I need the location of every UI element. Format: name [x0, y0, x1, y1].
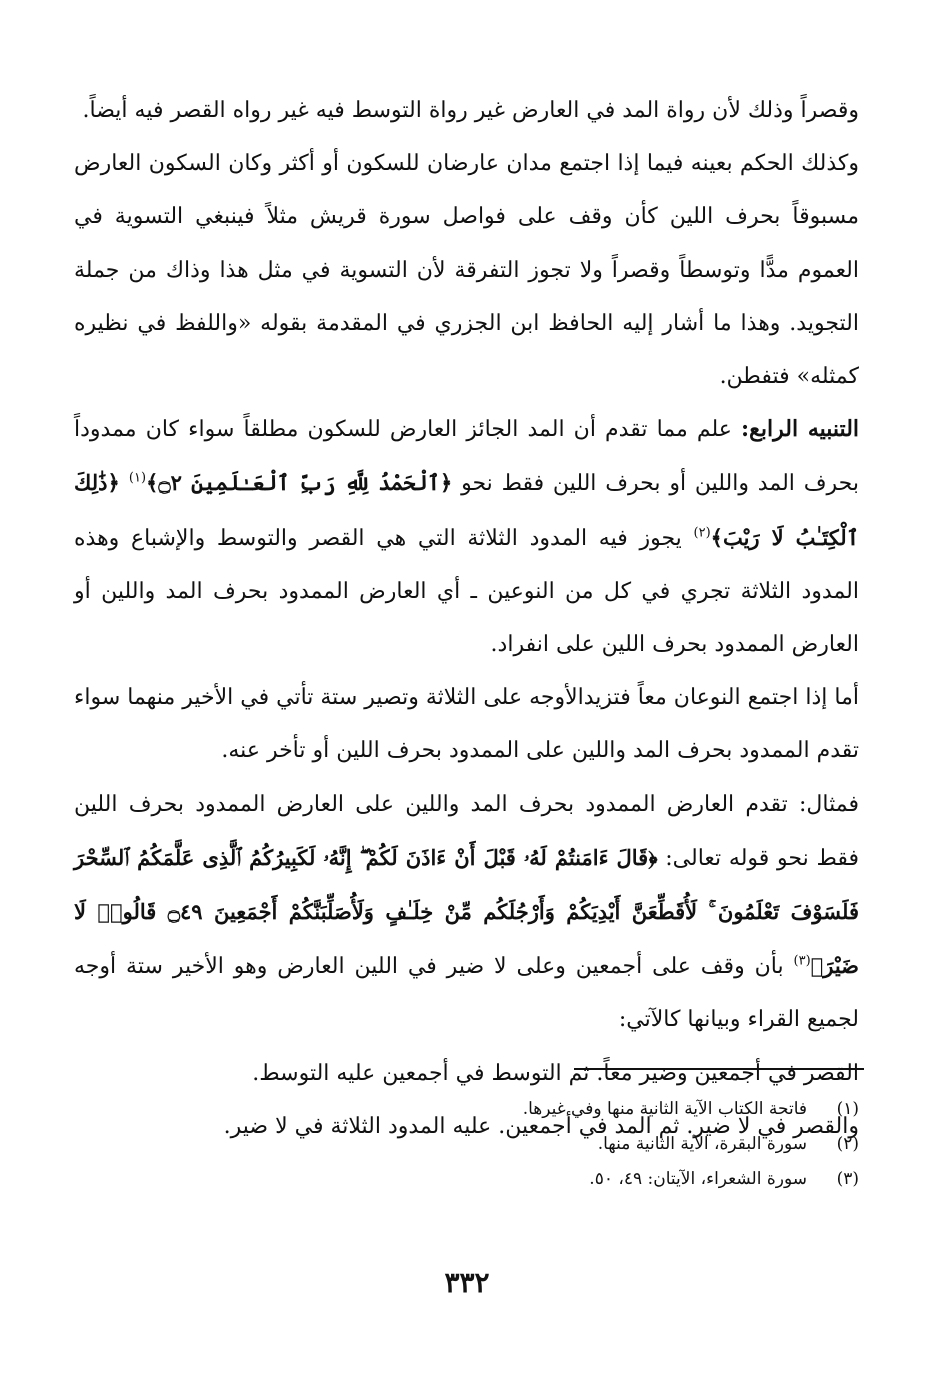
footnote-ref-3: (٣)	[793, 953, 811, 969]
paragraph-1: وقصراً وذلك لأن رواة المد في العارض غير رواة التوسط فيه غير رواه القصر فيه أيضاً.	[82, 98, 859, 123]
paragraph-2: وكذلك الحكم بعينه فيما إذا اجتمع مدان عارضان للسكون أو أكثر وكان السكون العارض مسبوقاً بحرف اللين كأن وقف على فواصل سورة قريش مثلاً فينبغي التسوية في العموم مدًّا وتوسطاً وقصراً ولا تجوز التفرقة لأن التسوية في مثل هذا وذاك من جملة التجويد. وهذا ما أشار إليه الحافظ ابن الجزري في المقدمة بقوله «واللفظ في نظيره كمثله» فتفطن.	[74, 151, 859, 390]
footnote-text: سورة الشعراء، الآيتان: ٤٩، ٥٠.	[589, 1169, 807, 1189]
paragraph-4: أما إذا اجتمع النوعان معاً فتزيدالأوجه على الثلاثة وتصير ستة تأتي في الأخير منهما سواء تقدم الممدود بحرف المد واللين على الممدود بحرف اللين أو تأخر عنه.	[74, 685, 859, 764]
paragraph-5-text-a: فمثال: تقدم العارض الممدود بحرف المد واللين على العارض الممدود بحرف اللين فقط نحو قوله تعالى:	[74, 791, 859, 871]
paragraph-6: القصر في أجمعين وضير معاً. ثم التوسط في أجمعين عليه التوسط.	[252, 1060, 859, 1086]
quran-verse-1: ﴿ٱلْحَمْدُ لِلَّهِ رَبِّ ٱلْعَـٰلَمِينَ ۝٢﴾	[146, 470, 453, 496]
footnote-1	[74, 1092, 859, 1127]
footnotes	[74, 1092, 859, 1197]
footnote-text: سورة البقرة، الآية الثانية منها.	[597, 1134, 807, 1154]
main-text	[74, 84, 859, 1153]
footnote-separator	[574, 1068, 864, 1070]
page-number: ٣٣٢	[444, 1266, 490, 1299]
paragraph-3-text-a: علم مما تقدم أن المد الجائز العارض للسكون مطلقاً سواء كان ممدوداً بحرف المد واللين أو بحرف اللين فقط نحو	[74, 417, 859, 497]
paragraph-3	[74, 403, 859, 671]
footnote-ref-1: (١)	[128, 471, 147, 487]
footnote-3	[74, 1162, 859, 1197]
paragraph-7: والقصر في لا ضير. ثم المد في أجمعين. عليه المدود الثلاثة في لا ضير.	[223, 1113, 859, 1139]
paragraph-5	[74, 778, 859, 1047]
footnote-number: (٢)	[836, 1134, 859, 1154]
footnote-number: (٣)	[836, 1169, 859, 1189]
footnote-ref-2: (٢)	[693, 525, 711, 541]
quran-verse-2: ﴿ذَٰلِكَ ٱلْكِتَـٰبُ لَا رَيْبَ﴾	[74, 470, 859, 550]
footnote-2	[74, 1127, 859, 1162]
paragraph-5-text-b: بأن وقف على أجمعين وعلى لا ضير في اللين العارض وهو الأخير ستة أوجه لجميع القراء وبيانها كالآتي:	[74, 954, 859, 1033]
quran-verse-3: ﴿قَالَ ءَامَنتُمْ لَهُۥ قَبْلَ أَنْ ءَاذَنَ لَكُمْ ۖ إِنَّهُۥ لَكَبِيرُكُمُ ٱلَّذِى عَلَّمَكُمُ ٱلسِّحْرَ فَلَسَوْفَ تَعْلَمُونَ ۚ لَأُقَطِّعَنَّ أَيْدِيَكُمْ وَأَرْجُلَكُم مِّنْ خِلَـٰفٍ وَلَأُصَلِّبَنَّكُمْ أَجْمَعِينَ ۝٤٩ قَالُوا۟ لَا ضَيْرَ﴾	[74, 844, 859, 979]
footnote-number: (١)	[836, 1099, 859, 1119]
paragraph-3-text-b: يجوز فيه المدود الثلاثة التي هي القصر والتوسط والإشباع وهذه المدود الثلاثة تجري في كل من النوعين ـ أي العارض الممدود بحرف المد واللين أو العارض الممدود بحرف اللين على انفراد.	[74, 525, 859, 658]
section-heading: التنبيه الرابع:	[741, 416, 860, 443]
footnote-text: فاتحة الكتاب الآية الثانية منها وفي غيرها.	[522, 1099, 807, 1119]
